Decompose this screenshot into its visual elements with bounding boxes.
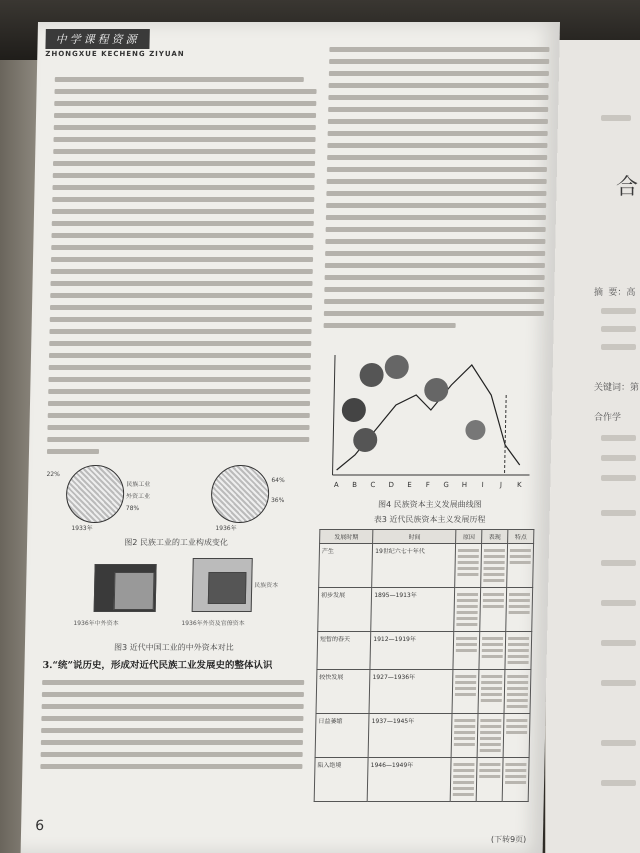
table-row — [316, 670, 531, 714]
table-cell: 1937—1945年 — [368, 714, 452, 758]
table-cell — [478, 670, 505, 714]
block-national-inner — [208, 572, 247, 604]
table-cell — [502, 758, 529, 802]
table-cell — [505, 632, 532, 670]
text-line — [601, 455, 636, 461]
text-line — [601, 680, 636, 686]
table-cell — [504, 670, 531, 714]
table-cell — [481, 544, 508, 588]
table-cell: 产生 — [319, 544, 373, 588]
cloud-icon — [359, 363, 384, 387]
figure2-pies — [45, 461, 309, 533]
pie-pct-label: 36% — [270, 497, 285, 504]
bar-label: 民族资本 — [254, 582, 279, 589]
cloud-icon — [353, 428, 378, 452]
x-tick-label: B — [352, 481, 358, 489]
text-line — [601, 475, 636, 481]
facing-para: 合作学 — [594, 413, 622, 423]
table-cell — [455, 544, 482, 588]
table-cell — [453, 632, 480, 670]
table-row — [314, 758, 529, 802]
x-tick-label: D — [388, 481, 394, 489]
cloud-icon — [424, 378, 449, 402]
table-cell: 19世纪六七十年代 — [372, 544, 456, 588]
pie-year-label: 1936年 — [215, 525, 237, 532]
chart-svg — [324, 335, 537, 495]
table-cell: 1895—1913年 — [371, 588, 455, 632]
left-column — [40, 70, 317, 776]
table-caption: 表3 近代民族资本主义发展历程 — [373, 515, 486, 524]
table-cell: 初步发展 — [318, 588, 372, 632]
continued-note: (下转9页) — [490, 835, 527, 844]
table-header-cell: 时间 — [373, 530, 456, 544]
bar-label: 1936年外资及官僚资本 — [181, 620, 245, 627]
x-tick-label: J — [499, 481, 503, 489]
facing-abstract: 摘 要：高 — [594, 288, 636, 298]
x-tick-label: I — [481, 481, 484, 489]
cloud-icon — [342, 398, 367, 422]
figure3-caption: 图3 近代中国工业的中外资本对比 — [113, 643, 234, 652]
table-header-cell: 表现 — [482, 530, 508, 544]
table-cell: 较快发展 — [316, 670, 370, 714]
table-cell: 1927—1936年 — [369, 670, 453, 714]
development-table — [314, 529, 535, 802]
right-column — [314, 40, 550, 802]
table-cell — [477, 714, 504, 758]
table-row — [315, 714, 530, 758]
text-line — [601, 435, 636, 441]
text-line — [601, 326, 636, 332]
table-cell: 日益萎缩 — [315, 714, 369, 758]
journal-subtitle: ZHONGXUE KECHENG ZIYUAN — [45, 50, 185, 58]
x-tick-label: C — [370, 481, 376, 489]
pie-pct-label: 22% — [46, 471, 60, 478]
pie-year-label: 1933年 — [71, 525, 93, 532]
journal-header — [45, 28, 185, 58]
x-tick-labels — [334, 481, 522, 489]
table-cell: 陷入绝境 — [314, 758, 368, 802]
journal-page — [21, 22, 560, 853]
journal-title: 中学课程资源 — [45, 29, 149, 49]
text-line — [601, 740, 636, 746]
chart-caption: 图4 民族资本主义发展曲线图 — [377, 500, 482, 509]
x-tick-label: G — [443, 481, 449, 489]
body-text-block — [47, 77, 317, 454]
table-cell — [507, 544, 534, 588]
pie-legend-label: 外资工业 — [125, 493, 151, 500]
table-cell — [506, 588, 533, 632]
table-cell — [480, 588, 507, 632]
facing-keywords: 关键词：第 — [594, 383, 640, 393]
text-line — [601, 344, 636, 350]
table-cell — [451, 758, 478, 802]
table-cell — [452, 670, 479, 714]
table-row — [317, 632, 532, 670]
pie-1936 — [211, 465, 270, 523]
table-header-cell: 特点 — [508, 530, 534, 544]
facing-page-heading: 合 — [616, 175, 639, 200]
figure2-caption: 图2 民族工业的工业构成变化 — [124, 538, 229, 547]
text-line — [601, 510, 636, 516]
pie-pct-label: 64% — [271, 477, 285, 484]
table-cell — [503, 714, 530, 758]
table-header-row — [320, 530, 534, 544]
figure3-graphic — [43, 552, 307, 638]
body-text-block — [324, 47, 550, 328]
pie-1933 — [66, 465, 125, 523]
text-line — [601, 115, 631, 121]
x-tick-label: A — [333, 481, 339, 489]
text-line — [601, 640, 636, 646]
table-cell — [454, 588, 481, 632]
x-tick-label: F — [425, 481, 430, 489]
text-line — [601, 308, 636, 314]
table-header-cell: 原因 — [456, 530, 482, 544]
y-axis — [333, 355, 336, 475]
table-body — [314, 544, 533, 802]
x-tick-label: H — [461, 481, 468, 489]
facing-page — [545, 40, 640, 853]
section-heading: 3.“统”说历史，形成对近代民族工业发展史的整体认识 — [42, 660, 273, 671]
development-curve-chart — [324, 335, 537, 495]
table-header-cell: 发展时期 — [320, 530, 374, 544]
bar-label: 1936年中外资本 — [73, 620, 119, 627]
cloud-icon — [385, 355, 410, 379]
body-text-block — [40, 680, 304, 769]
block-mid — [114, 572, 155, 610]
text-line — [601, 560, 636, 566]
text-line — [601, 780, 636, 786]
dashed-marker — [505, 395, 507, 475]
table-cell — [451, 714, 478, 758]
cloud-icon — [465, 420, 485, 440]
pie-legend-label: 民族工业 — [126, 481, 151, 488]
table-row — [319, 544, 534, 588]
table-cell: 1912—1919年 — [370, 632, 454, 670]
table-cell: 短暂的春天 — [317, 632, 371, 670]
pie-pct-label: 78% — [125, 505, 140, 512]
text-line — [601, 600, 636, 606]
x-tick-label: K — [516, 481, 522, 489]
x-tick-label: E — [407, 481, 412, 489]
table-row — [318, 588, 533, 632]
table-cell — [479, 632, 506, 670]
table-cell — [476, 758, 503, 802]
page-number: 6 — [34, 818, 45, 834]
table-cell: 1946—1949年 — [367, 758, 451, 802]
